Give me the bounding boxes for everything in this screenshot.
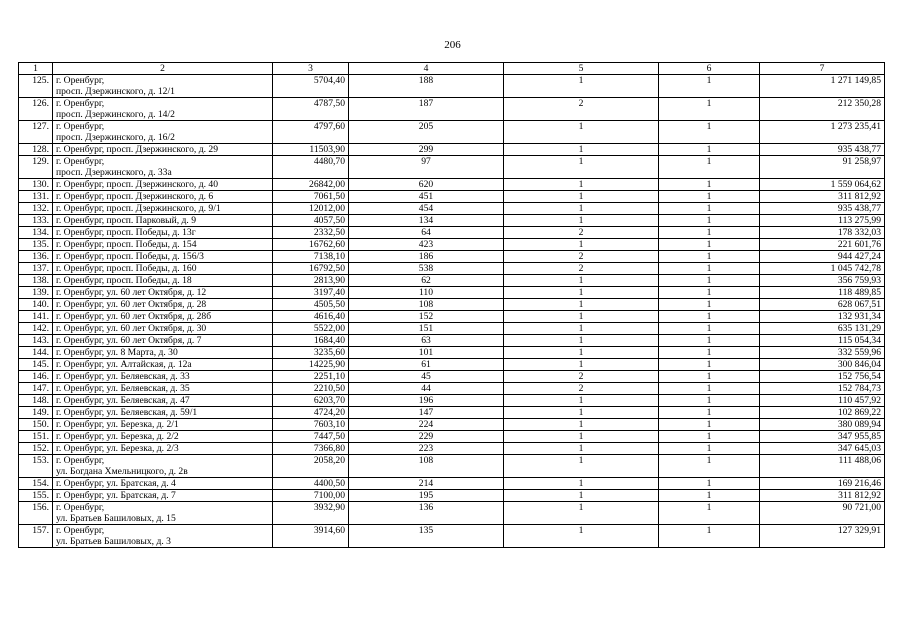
col5-cell: 1: [504, 359, 659, 371]
row-number-cell: 155.: [19, 490, 53, 502]
col5-cell: 2: [504, 251, 659, 263]
address-cell: г. Оренбург, ул. Березка, д. 2/3: [53, 443, 273, 455]
column-header: 1: [19, 63, 53, 75]
row-number-cell: 138.: [19, 275, 53, 287]
col6-cell: 1: [659, 179, 760, 191]
address-cell: г. Оренбург, ул. Братская, д. 4: [53, 478, 273, 490]
amount-cell: 628 067,51: [760, 299, 885, 311]
col5-cell: 1: [504, 525, 659, 548]
table-row: [19, 478, 885, 490]
count-cell: 147: [349, 407, 504, 419]
col5-cell: 1: [504, 156, 659, 179]
col5-cell: 1: [504, 203, 659, 215]
area-cell: 7100,00: [273, 490, 349, 502]
col5-cell: 1: [504, 419, 659, 431]
col6-cell: 1: [659, 455, 760, 478]
area-cell: 5522,00: [273, 323, 349, 335]
amount-cell: 91 258,97: [760, 156, 885, 179]
table-row: [19, 263, 885, 275]
address-cell: г. Оренбург, просп. Дзержинского, д. 33а: [53, 156, 273, 179]
row-number-cell: 127.: [19, 121, 53, 144]
table-row: [19, 371, 885, 383]
col6-cell: 1: [659, 227, 760, 239]
row-number-cell: 150.: [19, 419, 53, 431]
address-cell: г. Оренбург, ул. Березка, д. 2/1: [53, 419, 273, 431]
row-number-cell: 131.: [19, 191, 53, 203]
address-cell: г. Оренбург, просп. Дзержинского, д. 16/2: [53, 121, 273, 144]
address-cell: г. Оренбург, просп. Дзержинского, д. 14/2: [53, 98, 273, 121]
row-number-cell: 132.: [19, 203, 53, 215]
count-cell: 136: [349, 502, 504, 525]
row-number-cell: 156.: [19, 502, 53, 525]
count-cell: 44: [349, 383, 504, 395]
amount-cell: 111 488,06: [760, 455, 885, 478]
col6-cell: 1: [659, 359, 760, 371]
count-cell: 186: [349, 251, 504, 263]
address-cell: г. Оренбург, ул. Беляевская, д. 33: [53, 371, 273, 383]
count-cell: 108: [349, 299, 504, 311]
address-cell: г. Оренбург, ул. Братьев Башиловых, д. 15: [53, 502, 273, 525]
col6-cell: 1: [659, 275, 760, 287]
area-cell: 3932,90: [273, 502, 349, 525]
address-cell: г. Оренбург, ул. Братская, д. 7: [53, 490, 273, 502]
row-number-cell: 137.: [19, 263, 53, 275]
col6-cell: 1: [659, 156, 760, 179]
count-cell: 101: [349, 347, 504, 359]
row-number-cell: 134.: [19, 227, 53, 239]
col5-cell: 1: [504, 275, 659, 287]
area-cell: 4797,60: [273, 121, 349, 144]
address-cell: г. Оренбург, ул. Братьев Башиловых, д. 3: [53, 525, 273, 548]
count-cell: 110: [349, 287, 504, 299]
table-row: [19, 144, 885, 156]
amount-cell: 178 332,03: [760, 227, 885, 239]
address-cell: г. Оренбург, просп. Дзержинского, д. 40: [53, 179, 273, 191]
col6-cell: 1: [659, 478, 760, 490]
col6-cell: 1: [659, 347, 760, 359]
area-cell: 2058,20: [273, 455, 349, 478]
count-cell: 223: [349, 443, 504, 455]
row-number-cell: 157.: [19, 525, 53, 548]
address-cell: г. Оренбург, ул. Беляевская, д. 47: [53, 395, 273, 407]
col5-cell: 1: [504, 335, 659, 347]
row-number-cell: 152.: [19, 443, 53, 455]
area-cell: 3235,60: [273, 347, 349, 359]
col6-cell: 1: [659, 263, 760, 275]
amount-cell: 221 601,76: [760, 239, 885, 251]
table-row: [19, 455, 885, 478]
table-row: [19, 525, 885, 548]
row-number-cell: 147.: [19, 383, 53, 395]
row-number-cell: 141.: [19, 311, 53, 323]
col5-cell: 2: [504, 263, 659, 275]
amount-cell: 132 931,34: [760, 311, 885, 323]
count-cell: 299: [349, 144, 504, 156]
col5-cell: 1: [504, 395, 659, 407]
amount-cell: 347 955,85: [760, 431, 885, 443]
table-row: [19, 359, 885, 371]
address-cell: г. Оренбург, просп. Победы, д. 13г: [53, 227, 273, 239]
table-row: [19, 311, 885, 323]
col6-cell: 1: [659, 191, 760, 203]
column-header: 4: [349, 63, 504, 75]
column-header: 5: [504, 63, 659, 75]
amount-cell: 332 559,96: [760, 347, 885, 359]
table-row: [19, 490, 885, 502]
col6-cell: 1: [659, 371, 760, 383]
col5-cell: 1: [504, 407, 659, 419]
col6-cell: 1: [659, 395, 760, 407]
row-number-cell: 148.: [19, 395, 53, 407]
count-cell: 62: [349, 275, 504, 287]
area-cell: 4616,40: [273, 311, 349, 323]
col6-cell: 1: [659, 443, 760, 455]
data-table: [18, 62, 885, 548]
col5-cell: 1: [504, 502, 659, 525]
area-cell: 4400,50: [273, 478, 349, 490]
count-cell: 423: [349, 239, 504, 251]
col6-cell: 1: [659, 323, 760, 335]
col5-cell: 1: [504, 144, 659, 156]
address-cell: г. Оренбург, ул. 60 лет Октября, д. 28б: [53, 311, 273, 323]
row-number-cell: 140.: [19, 299, 53, 311]
table-row: [19, 121, 885, 144]
col6-cell: 1: [659, 203, 760, 215]
amount-cell: 1 559 064,62: [760, 179, 885, 191]
table-row: [19, 299, 885, 311]
col5-cell: 1: [504, 239, 659, 251]
amount-cell: 169 216,46: [760, 478, 885, 490]
address-cell: г. Оренбург, просп. Дзержинского, д. 12/1: [53, 75, 273, 98]
table-row: [19, 502, 885, 525]
address-cell: г. Оренбург, ул. Богдана Хмельницкого, д. 2в: [53, 455, 273, 478]
page-number: 206: [444, 39, 461, 51]
row-number-cell: 130.: [19, 179, 53, 191]
count-cell: 620: [349, 179, 504, 191]
amount-cell: 110 457,92: [760, 395, 885, 407]
address-cell: г. Оренбург, ул. 8 Марта, д. 30: [53, 347, 273, 359]
col5-cell: 1: [504, 121, 659, 144]
address-cell: г. Оренбург, ул. Алтайская, д. 12а: [53, 359, 273, 371]
col6-cell: 1: [659, 215, 760, 227]
table-row: [19, 323, 885, 335]
area-cell: 6203,70: [273, 395, 349, 407]
table-row: [19, 98, 885, 121]
row-number-cell: 149.: [19, 407, 53, 419]
count-cell: 151: [349, 323, 504, 335]
row-number-cell: 129.: [19, 156, 53, 179]
row-number-cell: 154.: [19, 478, 53, 490]
area-cell: 2251,10: [273, 371, 349, 383]
amount-cell: 944 427,24: [760, 251, 885, 263]
col6-cell: 1: [659, 251, 760, 263]
amount-cell: 152 784,73: [760, 383, 885, 395]
col5-cell: 1: [504, 478, 659, 490]
col5-cell: 1: [504, 443, 659, 455]
amount-cell: 212 350,28: [760, 98, 885, 121]
count-cell: 135: [349, 525, 504, 548]
count-cell: 97: [349, 156, 504, 179]
table-row: [19, 191, 885, 203]
table-row: [19, 335, 885, 347]
area-cell: 12012,00: [273, 203, 349, 215]
col6-cell: 1: [659, 383, 760, 395]
table-row: [19, 407, 885, 419]
address-cell: г. Оренбург, ул. 60 лет Октября, д. 12: [53, 287, 273, 299]
row-number-cell: 145.: [19, 359, 53, 371]
amount-cell: 935 438,77: [760, 144, 885, 156]
address-cell: г. Оренбург, ул. Беляевская, д. 35: [53, 383, 273, 395]
address-cell: г. Оренбург, просп. Победы, д. 160: [53, 263, 273, 275]
col6-cell: 1: [659, 299, 760, 311]
table-row: [19, 203, 885, 215]
table-row: [19, 347, 885, 359]
address-cell: г. Оренбург, просп. Дзержинского, д. 6: [53, 191, 273, 203]
address-cell: г. Оренбург, просп. Победы, д. 154: [53, 239, 273, 251]
table-row: [19, 383, 885, 395]
row-number-cell: 128.: [19, 144, 53, 156]
area-cell: 2813,90: [273, 275, 349, 287]
address-cell: г. Оренбург, просп. Парковый, д. 9: [53, 215, 273, 227]
area-cell: 4787,50: [273, 98, 349, 121]
area-cell: 16762,60: [273, 239, 349, 251]
count-cell: 61: [349, 359, 504, 371]
col5-cell: 1: [504, 431, 659, 443]
count-cell: 196: [349, 395, 504, 407]
table-body: [19, 75, 885, 548]
table-row: [19, 431, 885, 443]
col6-cell: 1: [659, 502, 760, 525]
count-cell: 229: [349, 431, 504, 443]
table-row: [19, 179, 885, 191]
area-cell: 11503,90: [273, 144, 349, 156]
col5-cell: 1: [504, 490, 659, 502]
count-cell: 205: [349, 121, 504, 144]
amount-cell: 127 329,91: [760, 525, 885, 548]
area-cell: 7366,80: [273, 443, 349, 455]
column-header: 3: [273, 63, 349, 75]
col5-cell: 2: [504, 371, 659, 383]
col6-cell: 1: [659, 431, 760, 443]
amount-cell: 115 054,34: [760, 335, 885, 347]
table-row: [19, 215, 885, 227]
col6-cell: 1: [659, 419, 760, 431]
col6-cell: 1: [659, 490, 760, 502]
count-cell: 45: [349, 371, 504, 383]
area-cell: 4724,20: [273, 407, 349, 419]
area-cell: 2332,50: [273, 227, 349, 239]
header-row: [19, 63, 885, 75]
amount-cell: 118 489,85: [760, 287, 885, 299]
row-number-cell: 144.: [19, 347, 53, 359]
amount-cell: 380 089,94: [760, 419, 885, 431]
row-number-cell: 136.: [19, 251, 53, 263]
column-header: 2: [53, 63, 273, 75]
col5-cell: 1: [504, 347, 659, 359]
address-cell: г. Оренбург, просп. Победы, д. 18: [53, 275, 273, 287]
amount-cell: 152 756,54: [760, 371, 885, 383]
col6-cell: 1: [659, 75, 760, 98]
amount-cell: 113 275,99: [760, 215, 885, 227]
area-cell: 4057,50: [273, 215, 349, 227]
area-cell: 4505,50: [273, 299, 349, 311]
col6-cell: 1: [659, 98, 760, 121]
col6-cell: 1: [659, 121, 760, 144]
amount-cell: 300 846,04: [760, 359, 885, 371]
count-cell: 224: [349, 419, 504, 431]
count-cell: 214: [349, 478, 504, 490]
col6-cell: 1: [659, 335, 760, 347]
address-cell: г. Оренбург, ул. 60 лет Октября, д. 28: [53, 299, 273, 311]
amount-cell: 1 271 149,85: [760, 75, 885, 98]
col6-cell: 1: [659, 144, 760, 156]
row-number-cell: 125.: [19, 75, 53, 98]
amount-cell: 311 812,92: [760, 490, 885, 502]
amount-cell: 90 721,00: [760, 502, 885, 525]
address-cell: г. Оренбург, ул. 60 лет Октября, д. 30: [53, 323, 273, 335]
col5-cell: 1: [504, 287, 659, 299]
address-cell: г. Оренбург, просп. Дзержинского, д. 29: [53, 144, 273, 156]
area-cell: 3914,60: [273, 525, 349, 548]
count-cell: 451: [349, 191, 504, 203]
table-row: [19, 156, 885, 179]
col6-cell: 1: [659, 407, 760, 419]
area-cell: 7603,10: [273, 419, 349, 431]
row-number-cell: 142.: [19, 323, 53, 335]
col5-cell: 2: [504, 383, 659, 395]
address-cell: г. Оренбург, ул. 60 лет Октября, д. 7: [53, 335, 273, 347]
amount-cell: 102 869,22: [760, 407, 885, 419]
area-cell: 16792,50: [273, 263, 349, 275]
col5-cell: 2: [504, 227, 659, 239]
table-row: [19, 395, 885, 407]
col6-cell: 1: [659, 239, 760, 251]
row-number-cell: 133.: [19, 215, 53, 227]
col6-cell: 1: [659, 525, 760, 548]
row-number-cell: 153.: [19, 455, 53, 478]
table-row: [19, 75, 885, 98]
table-row: [19, 227, 885, 239]
count-cell: 538: [349, 263, 504, 275]
count-cell: 454: [349, 203, 504, 215]
amount-cell: 635 131,29: [760, 323, 885, 335]
amount-cell: 1 045 742,78: [760, 263, 885, 275]
table-row: [19, 443, 885, 455]
amount-cell: 356 759,93: [760, 275, 885, 287]
col5-cell: 1: [504, 323, 659, 335]
col5-cell: 1: [504, 191, 659, 203]
row-number-cell: 139.: [19, 287, 53, 299]
area-cell: 4480,70: [273, 156, 349, 179]
table-row: [19, 239, 885, 251]
area-cell: 3197,40: [273, 287, 349, 299]
area-cell: 2210,50: [273, 383, 349, 395]
table-row: [19, 419, 885, 431]
col5-cell: 1: [504, 179, 659, 191]
area-cell: 7138,10: [273, 251, 349, 263]
area-cell: 7447,50: [273, 431, 349, 443]
amount-cell: 311 812,92: [760, 191, 885, 203]
count-cell: 195: [349, 490, 504, 502]
col5-cell: 1: [504, 215, 659, 227]
table-row: [19, 287, 885, 299]
area-cell: 1684,40: [273, 335, 349, 347]
row-number-cell: 126.: [19, 98, 53, 121]
col5-cell: 1: [504, 75, 659, 98]
count-cell: 187: [349, 98, 504, 121]
address-cell: г. Оренбург, ул. Березка, д. 2/2: [53, 431, 273, 443]
address-cell: г. Оренбург, просп. Победы, д. 156/3: [53, 251, 273, 263]
col5-cell: 1: [504, 455, 659, 478]
table-row: [19, 275, 885, 287]
amount-cell: 347 645,03: [760, 443, 885, 455]
area-cell: 7061,50: [273, 191, 349, 203]
amount-cell: 1 273 235,41: [760, 121, 885, 144]
col6-cell: 1: [659, 311, 760, 323]
area-cell: 26842,00: [273, 179, 349, 191]
row-number-cell: 143.: [19, 335, 53, 347]
row-number-cell: 135.: [19, 239, 53, 251]
amount-cell: 935 438,77: [760, 203, 885, 215]
col5-cell: 2: [504, 98, 659, 121]
col5-cell: 1: [504, 311, 659, 323]
area-cell: 5704,40: [273, 75, 349, 98]
col6-cell: 1: [659, 287, 760, 299]
address-cell: г. Оренбург, ул. Беляевская, д. 59/1: [53, 407, 273, 419]
table-row: [19, 251, 885, 263]
count-cell: 108: [349, 455, 504, 478]
count-cell: 188: [349, 75, 504, 98]
area-cell: 14225,90: [273, 359, 349, 371]
address-cell: г. Оренбург, просп. Дзержинского, д. 9/1: [53, 203, 273, 215]
row-number-cell: 146.: [19, 371, 53, 383]
column-header: 7: [760, 63, 885, 75]
count-cell: 64: [349, 227, 504, 239]
count-cell: 63: [349, 335, 504, 347]
count-cell: 152: [349, 311, 504, 323]
count-cell: 134: [349, 215, 504, 227]
column-header: 6: [659, 63, 760, 75]
col5-cell: 1: [504, 299, 659, 311]
row-number-cell: 151.: [19, 431, 53, 443]
